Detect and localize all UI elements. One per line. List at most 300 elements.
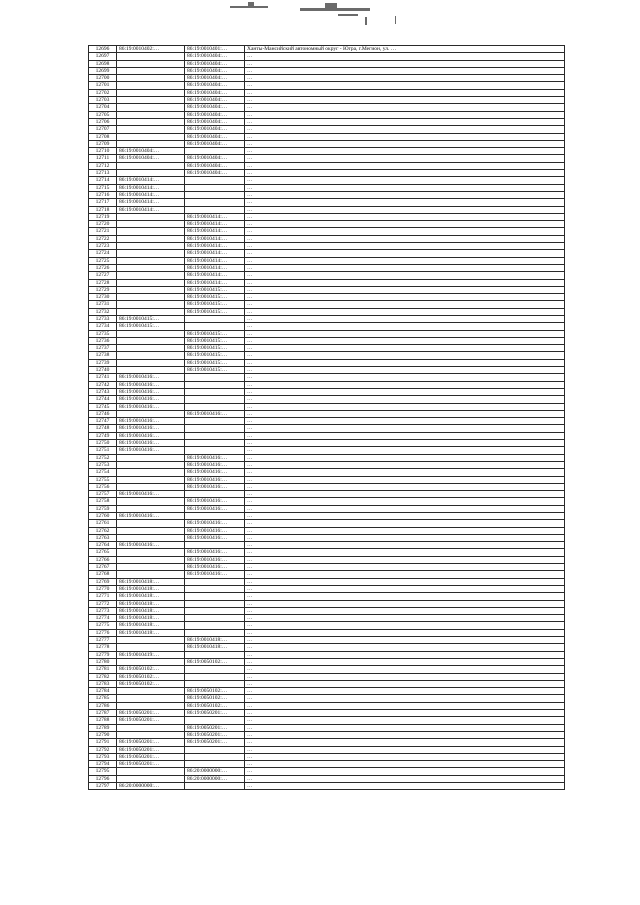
cadastral-number-cell [185,629,245,636]
cadastral-number-cell: 86:19:0050201:… [117,739,185,746]
row-number-cell: 12702 [89,89,117,96]
cadastral-number-cell: 86:19:0010414:… [117,184,185,191]
table-row [89,461,565,468]
address-cell: … [245,476,565,483]
cadastral-number-cell [185,666,245,673]
row-number-cell: 12767 [89,564,117,571]
row-number-cell: 12749 [89,432,117,439]
table-row [89,513,565,520]
row-number-cell: 12763 [89,534,117,541]
row-number-cell: 12782 [89,673,117,680]
table-row [89,345,565,352]
cadastral-number-cell: 86:19:0010404:… [185,97,245,104]
cadastral-number-cell: 86:19:0010416:… [185,498,245,505]
cadastral-number-cell: 86:19:0010404:… [185,75,245,82]
cadastral-number-cell: 86:19:0010416:… [185,505,245,512]
cadastral-number-cell: 86:19:0050102:… [185,688,245,695]
table-row [89,177,565,184]
cadastral-number-cell: 86:19:0010414:… [117,191,185,198]
row-number-cell: 12737 [89,345,117,352]
cadastral-number-cell [117,257,185,264]
cadastral-number-cell [117,571,185,578]
address-cell: … [245,133,565,140]
scan-mark [325,3,337,9]
address-cell: … [245,228,565,235]
cadastral-number-cell [185,651,245,658]
table-row [89,746,565,753]
cadastral-number-cell: 86:19:0010416:… [185,549,245,556]
table-row [89,549,565,556]
table-row [89,410,565,417]
row-number-cell: 12762 [89,527,117,534]
address-cell: … [245,206,565,213]
cadastral-number-cell: 86:19:0010418:… [117,578,185,585]
cadastral-number-cell [117,337,185,344]
address-cell: … [245,410,565,417]
cadastral-number-cell [117,461,185,468]
cadastral-number-cell [117,637,185,644]
row-number-cell: 12709 [89,140,117,147]
table-row [89,184,565,191]
cadastral-number-cell: 86:19:0010416:… [117,381,185,388]
scan-mark [395,16,396,24]
cadastral-number-cell [185,578,245,585]
cadastral-number-cell: 86:19:0010416:… [117,396,185,403]
cadastral-number-cell: 86:19:0010416:… [117,447,185,454]
row-number-cell: 12701 [89,82,117,89]
cadastral-number-cell: 86:19:0010414:… [185,228,245,235]
table-row [89,323,565,330]
address-cell: … [245,739,565,746]
table-row [89,367,565,374]
row-number-cell: 12713 [89,170,117,177]
table-row [89,352,565,359]
address-cell: … [245,352,565,359]
address-cell: … [245,418,565,425]
cadastral-number-cell: 86:19:0050102:… [185,702,245,709]
row-number-cell: 12789 [89,724,117,731]
address-cell: … [245,483,565,490]
row-number-cell: 12775 [89,622,117,629]
address-cell: … [245,520,565,527]
table-row [89,637,565,644]
cadastral-number-cell [185,717,245,724]
row-number-cell: 12696 [89,46,117,53]
address-cell: … [245,60,565,67]
address-cell: … [245,104,565,111]
address-cell: … [245,615,565,622]
cadastral-number-cell: 86:19:0010418:… [185,637,245,644]
address-cell: … [245,710,565,717]
cadastral-number-cell: 86:19:0010416:… [117,425,185,432]
cadastral-number-cell [185,782,245,789]
cadastral-number-cell: 86:19:0010416:… [117,388,185,395]
cadastral-number-cell [185,673,245,680]
table-row [89,403,565,410]
row-number-cell: 12726 [89,264,117,271]
cadastral-number-cell: 86:19:0010418:… [185,644,245,651]
cadastral-number-cell: 86:19:0010404:… [117,148,185,155]
address-cell: … [245,651,565,658]
cadastral-number-cell [117,498,185,505]
cadastral-number-cell: 86:19:0010415:… [185,308,245,315]
row-number-cell: 12754 [89,469,117,476]
cadastral-number-cell: 86:19:0010416:… [117,542,185,549]
cadastral-number-cell: 86:19:0010415:… [185,345,245,352]
cadastral-number-cell: 86:19:0010416:… [185,571,245,578]
table-row [89,607,565,614]
address-cell: … [245,461,565,468]
table-row [89,228,565,235]
address-cell: … [245,542,565,549]
cadastral-number-cell [117,213,185,220]
row-number-cell: 12746 [89,410,117,417]
row-number-cell: 12750 [89,440,117,447]
address-cell: … [245,279,565,286]
address-cell: … [245,82,565,89]
register-table-wrap [88,45,564,879]
row-number-cell: 12760 [89,513,117,520]
table-row [89,250,565,257]
cadastral-number-cell [117,170,185,177]
cadastral-number-cell: 86:19:0010415:… [185,330,245,337]
cadastral-number-cell: 86:19:0010414:… [185,257,245,264]
address-cell: … [245,396,565,403]
row-number-cell: 12790 [89,731,117,738]
cadastral-number-cell [117,330,185,337]
cadastral-number-cell [117,702,185,709]
row-number-cell: 12707 [89,126,117,133]
cadastral-number-cell [117,67,185,74]
row-number-cell: 12748 [89,425,117,432]
row-number-cell: 12733 [89,315,117,322]
table-row [89,97,565,104]
table-row [89,491,565,498]
row-number-cell: 12747 [89,418,117,425]
address-cell: … [245,264,565,271]
row-number-cell: 12739 [89,359,117,366]
address-cell: … [245,221,565,228]
cadastral-number-cell [117,768,185,775]
row-number-cell: 12773 [89,607,117,614]
address-cell: … [245,235,565,242]
row-number-cell: 12783 [89,680,117,687]
address-cell: … [245,637,565,644]
cadastral-number-cell: 86:19:0010416:… [117,374,185,381]
cadastral-number-cell [185,177,245,184]
table-row [89,673,565,680]
row-number-cell: 12727 [89,272,117,279]
cadastral-number-cell: 86:19:0050102:… [185,658,245,665]
row-number-cell: 12779 [89,651,117,658]
address-cell: … [245,717,565,724]
row-number-cell: 12720 [89,221,117,228]
table-row [89,622,565,629]
cadastral-number-cell [185,615,245,622]
cadastral-number-cell [117,250,185,257]
address-cell: … [245,527,565,534]
row-number-cell: 12781 [89,666,117,673]
row-number-cell: 12757 [89,491,117,498]
table-row [89,644,565,651]
row-number-cell: 12788 [89,717,117,724]
table-row [89,585,565,592]
row-number-cell: 12771 [89,593,117,600]
row-number-cell: 12730 [89,294,117,301]
cadastral-number-cell [117,476,185,483]
address-cell: … [245,140,565,147]
row-number-cell: 12785 [89,695,117,702]
cadastral-number-cell [117,294,185,301]
table-row [89,564,565,571]
address-cell: … [245,556,565,563]
address-cell: … [245,184,565,191]
address-cell: … [245,498,565,505]
address-cell: … [245,768,565,775]
address-cell: … [245,658,565,665]
address-cell: … [245,673,565,680]
table-row [89,243,565,250]
row-number-cell: 12699 [89,67,117,74]
table-row [89,191,565,198]
row-number-cell: 12710 [89,148,117,155]
cadastral-number-cell [117,556,185,563]
cadastral-number-cell [185,323,245,330]
row-number-cell: 12715 [89,184,117,191]
address-cell: … [245,425,565,432]
address-cell: … [245,403,565,410]
cadastral-number-cell [185,206,245,213]
cadastral-number-cell: 86:19:0010404:… [185,67,245,74]
cadastral-number-cell [117,133,185,140]
table-row [89,272,565,279]
table-row [89,556,565,563]
address-cell: … [245,600,565,607]
cadastral-number-cell: 86:19:0010418:… [117,615,185,622]
address-cell: … [245,148,565,155]
cadastral-number-cell [117,454,185,461]
cadastral-number-cell [117,75,185,82]
address-cell: … [245,272,565,279]
address-cell: … [245,447,565,454]
address-cell: … [245,680,565,687]
cadastral-number-cell [117,221,185,228]
table-row [89,593,565,600]
address-cell: … [245,367,565,374]
cadastral-number-cell [117,483,185,490]
cadastral-number-cell [185,148,245,155]
table-row [89,381,565,388]
cadastral-number-cell: 86:19:0010404:… [185,111,245,118]
cadastral-number-cell [185,593,245,600]
cadastral-number-cell [185,600,245,607]
address-cell: … [245,702,565,709]
cadastral-number-cell [185,447,245,454]
table-row [89,294,565,301]
cadastral-number-cell: 86:19:0010415:… [185,337,245,344]
cadastral-number-cell: 86:19:0010404:… [185,89,245,96]
table-row [89,148,565,155]
address-cell: … [245,213,565,220]
cadastral-number-cell [117,162,185,169]
address-cell: … [245,53,565,60]
cadastral-number-cell [185,585,245,592]
cadastral-number-cell: 86:19:0010404:… [185,60,245,67]
row-number-cell: 12708 [89,133,117,140]
cadastral-number-cell: 86:19:0010416:… [117,432,185,439]
cadastral-number-cell [117,564,185,571]
table-row [89,702,565,709]
scan-mark [365,17,367,25]
row-number-cell: 12764 [89,542,117,549]
table-row [89,768,565,775]
cadastral-number-cell [185,491,245,498]
row-number-cell: 12784 [89,688,117,695]
table-row [89,469,565,476]
cadastral-number-cell: 86:19:0010404:… [185,155,245,162]
cadastral-number-cell: 86:19:0010416:… [117,491,185,498]
address-cell: … [245,337,565,344]
cadastral-number-cell [117,308,185,315]
table-row [89,67,565,74]
table-row [89,534,565,541]
address-cell: … [245,250,565,257]
cadastral-number-cell [185,746,245,753]
table-row [89,133,565,140]
cadastral-number-cell [117,359,185,366]
table-row [89,658,565,665]
address-cell: … [245,746,565,753]
row-number-cell: 12700 [89,75,117,82]
table-row [89,440,565,447]
address-cell: … [245,89,565,96]
cadastral-number-cell [117,60,185,67]
cadastral-number-cell: 86:19:0010404:… [185,140,245,147]
table-row [89,82,565,89]
table-row [89,666,565,673]
cadastral-number-cell: 86:19:0010414:… [185,272,245,279]
cadastral-number-cell [185,622,245,629]
table-row [89,615,565,622]
address-cell: … [245,761,565,768]
table-row [89,221,565,228]
cadastral-number-cell: 86:19:0050201:… [185,731,245,738]
row-number-cell: 12742 [89,381,117,388]
address-cell: … [245,330,565,337]
row-number-cell: 12723 [89,243,117,250]
table-row [89,199,565,206]
cadastral-number-cell: 86:20:0000000:… [117,782,185,789]
table-row [89,53,565,60]
address-cell: … [245,622,565,629]
cadastral-number-cell: 86:19:0010415:… [117,315,185,322]
table-row [89,286,565,293]
cadastral-number-cell: 86:19:0050102:… [185,695,245,702]
cadastral-number-cell: 86:19:0010414:… [117,206,185,213]
table-row [89,104,565,111]
address-cell: … [245,243,565,250]
cadastral-number-cell [185,199,245,206]
cadastral-number-cell: 86:19:0010404:… [185,104,245,111]
address-cell: Ханты-Мансийский автономный округ - Югра, г.Мегион, ул. … [245,46,565,53]
cadastral-number-cell: 86:19:0010404:… [185,118,245,125]
cadastral-number-cell [117,228,185,235]
cadastral-number-cell: 86:19:0010404:… [185,53,245,60]
row-number-cell: 12780 [89,658,117,665]
row-number-cell: 12714 [89,177,117,184]
cadastral-number-cell [185,388,245,395]
cadastral-number-cell [117,53,185,60]
row-number-cell: 12711 [89,155,117,162]
cadastral-number-cell: 86:19:0050201:… [185,739,245,746]
table-row [89,264,565,271]
address-cell: … [245,359,565,366]
table-row [89,688,565,695]
address-cell: … [245,75,565,82]
cadastral-number-cell [185,191,245,198]
table-row [89,782,565,789]
cadastral-number-cell [117,367,185,374]
row-number-cell: 12774 [89,615,117,622]
cadastral-number-cell [117,352,185,359]
table-row [89,520,565,527]
row-number-cell: 12725 [89,257,117,264]
cadastral-number-cell: 86:19:0050201:… [117,761,185,768]
row-number-cell: 12728 [89,279,117,286]
cadastral-number-cell: 86:19:0010416:… [185,527,245,534]
address-cell: … [245,724,565,731]
cadastral-number-cell: 86:19:0010416:… [117,418,185,425]
row-number-cell: 12704 [89,104,117,111]
address-cell: … [245,695,565,702]
table-row [89,454,565,461]
address-cell: … [245,67,565,74]
cadastral-number-cell: 86:19:0010419:… [117,651,185,658]
cadastral-number-cell: 86:19:0010416:… [185,564,245,571]
row-number-cell: 12777 [89,637,117,644]
table-row [89,761,565,768]
cadastral-number-cell: 86:19:0010414:… [185,213,245,220]
row-number-cell: 12719 [89,213,117,220]
table-row [89,680,565,687]
row-number-cell: 12722 [89,235,117,242]
table-row [89,279,565,286]
scan-mark [248,2,254,6]
address-cell: … [245,374,565,381]
address-cell: … [245,578,565,585]
row-number-cell: 12755 [89,476,117,483]
address-cell: … [245,315,565,322]
table-row [89,206,565,213]
table-row [89,388,565,395]
table-row [89,651,565,658]
address-cell: … [245,753,565,760]
table-row [89,126,565,133]
address-cell: … [245,177,565,184]
row-number-cell: 12706 [89,118,117,125]
row-number-cell: 12745 [89,403,117,410]
address-cell: … [245,118,565,125]
table-row [89,571,565,578]
cadastral-number-cell: 86:19:0010416:… [117,403,185,410]
cadastral-number-cell: 86:19:0050201:… [185,710,245,717]
address-cell: … [245,534,565,541]
row-number-cell: 12794 [89,761,117,768]
cadastral-number-cell: 86:19:0010416:… [185,454,245,461]
cadastral-number-cell: 86:19:0010414:… [185,221,245,228]
cadastral-number-cell [117,520,185,527]
cadastral-number-cell: 86:19:0010415:… [117,323,185,330]
